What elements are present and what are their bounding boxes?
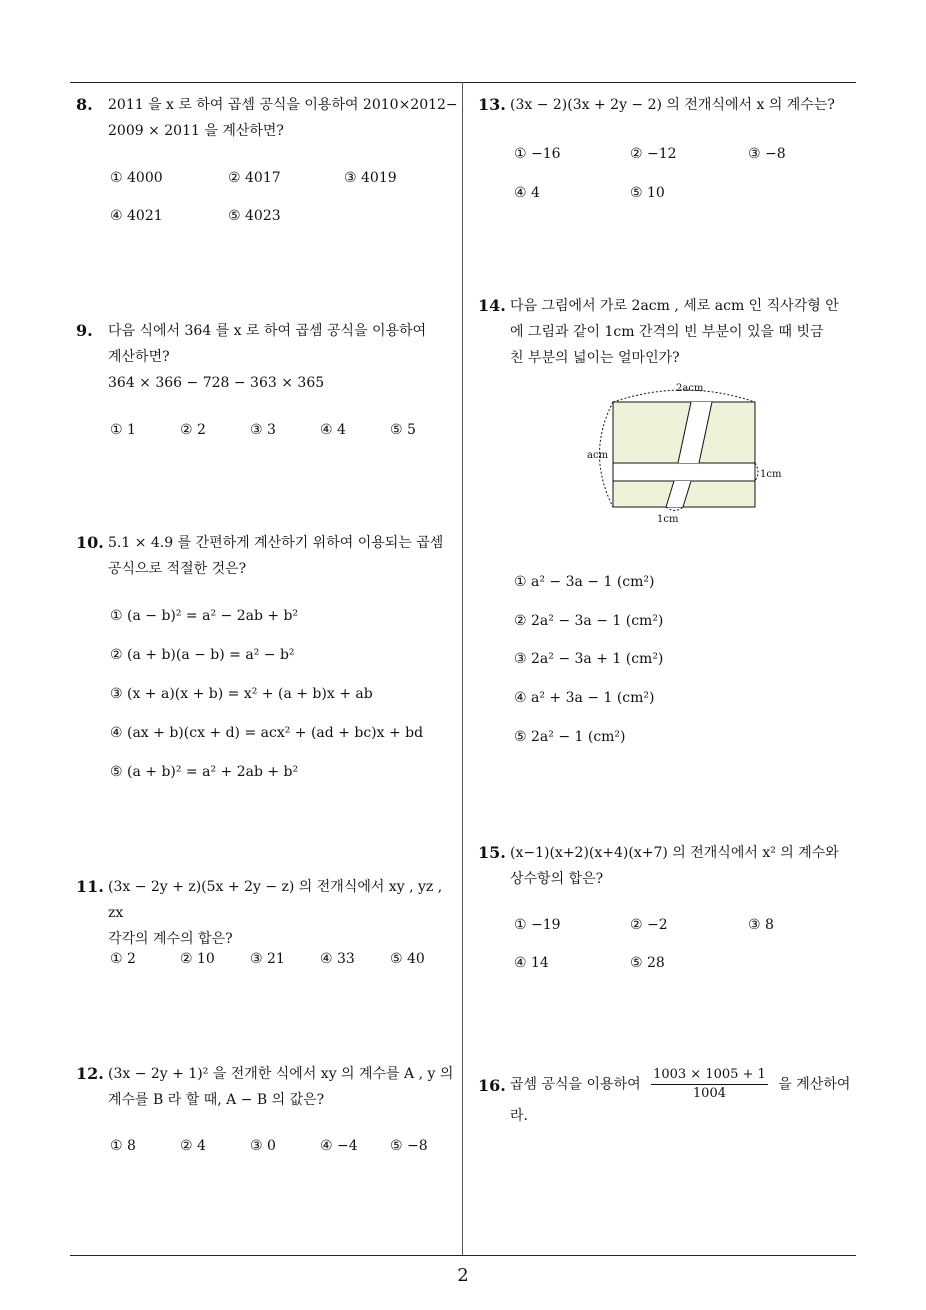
question-number: 8.	[76, 95, 93, 114]
question-number: 11.	[76, 877, 104, 896]
figure-label-gap-right: 1cm	[760, 469, 782, 480]
choice-4[interactable]: ④ (ax + b)(cx + d) = acx² + (ad + bc)x + bd	[110, 725, 424, 741]
question-15	[478, 840, 862, 892]
question-text: 각각의 계수의 합은?	[108, 931, 233, 947]
choice-1[interactable]: ① −19	[514, 917, 561, 933]
choice-1[interactable]: ① (a − b)² = a² − 2ab + b²	[110, 608, 299, 624]
question-14	[478, 293, 862, 371]
page-number: 2	[457, 1265, 469, 1286]
choice-2[interactable]: ② 4017	[228, 170, 281, 186]
question-text: 다음 식에서 364 를 x 로 하여 곱셈 공식을 이용하여	[108, 323, 427, 339]
question-text-after: 을 계산하여	[778, 1076, 851, 1093]
question-number: 15.	[478, 843, 506, 862]
choice-5[interactable]: ⑤ 28	[630, 955, 665, 971]
question-text: 2009 × 2011 을 계산하면?	[108, 123, 284, 139]
choice-3[interactable]: ③ 21	[250, 951, 285, 967]
choice-4[interactable]: ④ −4	[320, 1138, 358, 1154]
expression: 364 × 366 − 728 − 363 × 365	[108, 375, 325, 391]
choice-5[interactable]: ⑤ −8	[390, 1138, 428, 1154]
question-10	[76, 530, 460, 582]
choice-1[interactable]: ① a² − 3a − 1 (cm²)	[514, 574, 655, 590]
fraction-denominator: 1004	[692, 1086, 726, 1101]
choice-4[interactable]: ④ 4	[320, 422, 346, 438]
choice-1[interactable]: ① −16	[514, 146, 561, 162]
choice-5[interactable]: ⑤ 4023	[228, 208, 281, 224]
question-text: 2011 을 x 로 하여 곱셈 공식을 이용하여 2010×2012−	[108, 97, 458, 113]
choice-1[interactable]: ① 2	[110, 951, 136, 967]
choice-3[interactable]: ③ 4019	[344, 170, 397, 186]
choice-1[interactable]: ① 8	[110, 1138, 136, 1154]
choice-5[interactable]: ⑤ 2a² − 1 (cm²)	[514, 729, 626, 745]
choice-1[interactable]: ① 1	[110, 422, 136, 438]
question-text: (3x − 2y + 1)² 을 전개한 식에서 xy 의 계수를 A , y 의	[108, 1066, 454, 1082]
choice-4[interactable]: ④ a² + 3a − 1 (cm²)	[514, 690, 655, 706]
question-9	[76, 318, 460, 396]
question-text: 상수항의 합은?	[510, 871, 604, 887]
top-rule	[70, 82, 856, 83]
choice-1[interactable]: ① 4000	[110, 170, 163, 186]
fraction-numerator: 1003 × 1005 + 1	[651, 1066, 768, 1085]
choice-4[interactable]: ④ 4	[514, 185, 540, 201]
question-text: 다음 그림에서 가로 2acm , 세로 acm 인 직사각형 안	[510, 298, 839, 314]
choice-3[interactable]: ③ 8	[748, 917, 774, 933]
choice-2[interactable]: ② 2	[180, 422, 206, 438]
question-11	[76, 874, 460, 952]
choice-3[interactable]: ③ 0	[250, 1138, 276, 1154]
fraction	[651, 1066, 768, 1103]
question-text: 라.	[510, 1108, 528, 1124]
question-text: (3x − 2)(3x + 2y − 2) 의 전개식에서 x 의 계수는?	[510, 97, 835, 113]
question-text: 계산하면?	[108, 349, 170, 365]
question-text: 공식으로 적절한 것은?	[108, 561, 247, 577]
choice-3[interactable]: ③ (x + a)(x + b) = x² + (a + b)x + ab	[110, 686, 373, 702]
choice-2[interactable]: ② 10	[180, 951, 215, 967]
choice-5[interactable]: ⑤ 10	[630, 185, 665, 201]
choice-5[interactable]: ⑤ 40	[390, 951, 425, 967]
choice-2[interactable]: ② 2a² − 3a − 1 (cm²)	[514, 613, 664, 629]
choice-4[interactable]: ④ 14	[514, 955, 549, 971]
choice-5[interactable]: ⑤ (a + b)² = a² + 2ab + b²	[110, 764, 299, 780]
choice-2[interactable]: ② −12	[630, 146, 677, 162]
question-13	[478, 92, 862, 118]
question-text-before: 곱셈 공식을 이용하여	[510, 1076, 641, 1093]
choice-2[interactable]: ② 4	[180, 1138, 206, 1154]
choice-3[interactable]: ③ −8	[748, 146, 786, 162]
question-text: 에 그림과 같이 1cm 간격의 빈 부분이 있을 때 빗금	[510, 324, 824, 340]
choice-5[interactable]: ⑤ 5	[390, 422, 416, 438]
choice-2[interactable]: ② (a + b)(a − b) = a² − b²	[110, 647, 295, 663]
rectangle-figure	[580, 378, 790, 528]
figure-label-width: 2acm	[676, 383, 704, 394]
bottom-rule	[70, 1255, 856, 1256]
question-text: (3x − 2y + z)(5x + 2y − z) 의 전개식에서 xy , yz , zx	[108, 879, 443, 921]
choice-2[interactable]: ② −2	[630, 917, 668, 933]
question-text: (x−1)(x+2)(x+4)(x+7) 의 전개식에서 x² 의 계수와	[510, 845, 839, 861]
question-8	[76, 92, 460, 144]
question-number: 13.	[478, 95, 506, 114]
question-16	[478, 1066, 862, 1129]
question-number: 9.	[76, 321, 93, 340]
column-divider	[462, 82, 463, 1256]
choice-3[interactable]: ③ 2a² − 3a + 1 (cm²)	[514, 651, 664, 667]
question-text: 친 부분의 넓이는 얼마인가?	[510, 350, 680, 366]
question-number: 12.	[76, 1064, 104, 1083]
figure-label-height: acm	[587, 450, 609, 461]
question-text	[510, 1066, 862, 1103]
choice-4[interactable]: ④ 33	[320, 951, 355, 967]
question-12	[76, 1061, 460, 1113]
choice-4[interactable]: ④ 4021	[110, 208, 163, 224]
question-text: 계수를 B 라 할 때, A − B 의 값은?	[108, 1092, 325, 1108]
choice-3[interactable]: ③ 3	[250, 422, 276, 438]
question-number: 10.	[76, 533, 104, 552]
question-text: 5.1 × 4.9 를 간편하게 계산하기 위하여 이용되는 곱셈	[108, 535, 444, 551]
figure-label-gap-bottom: 1cm	[657, 514, 679, 525]
question-number: 14.	[478, 296, 506, 315]
question-number: 16.	[478, 1076, 506, 1095]
